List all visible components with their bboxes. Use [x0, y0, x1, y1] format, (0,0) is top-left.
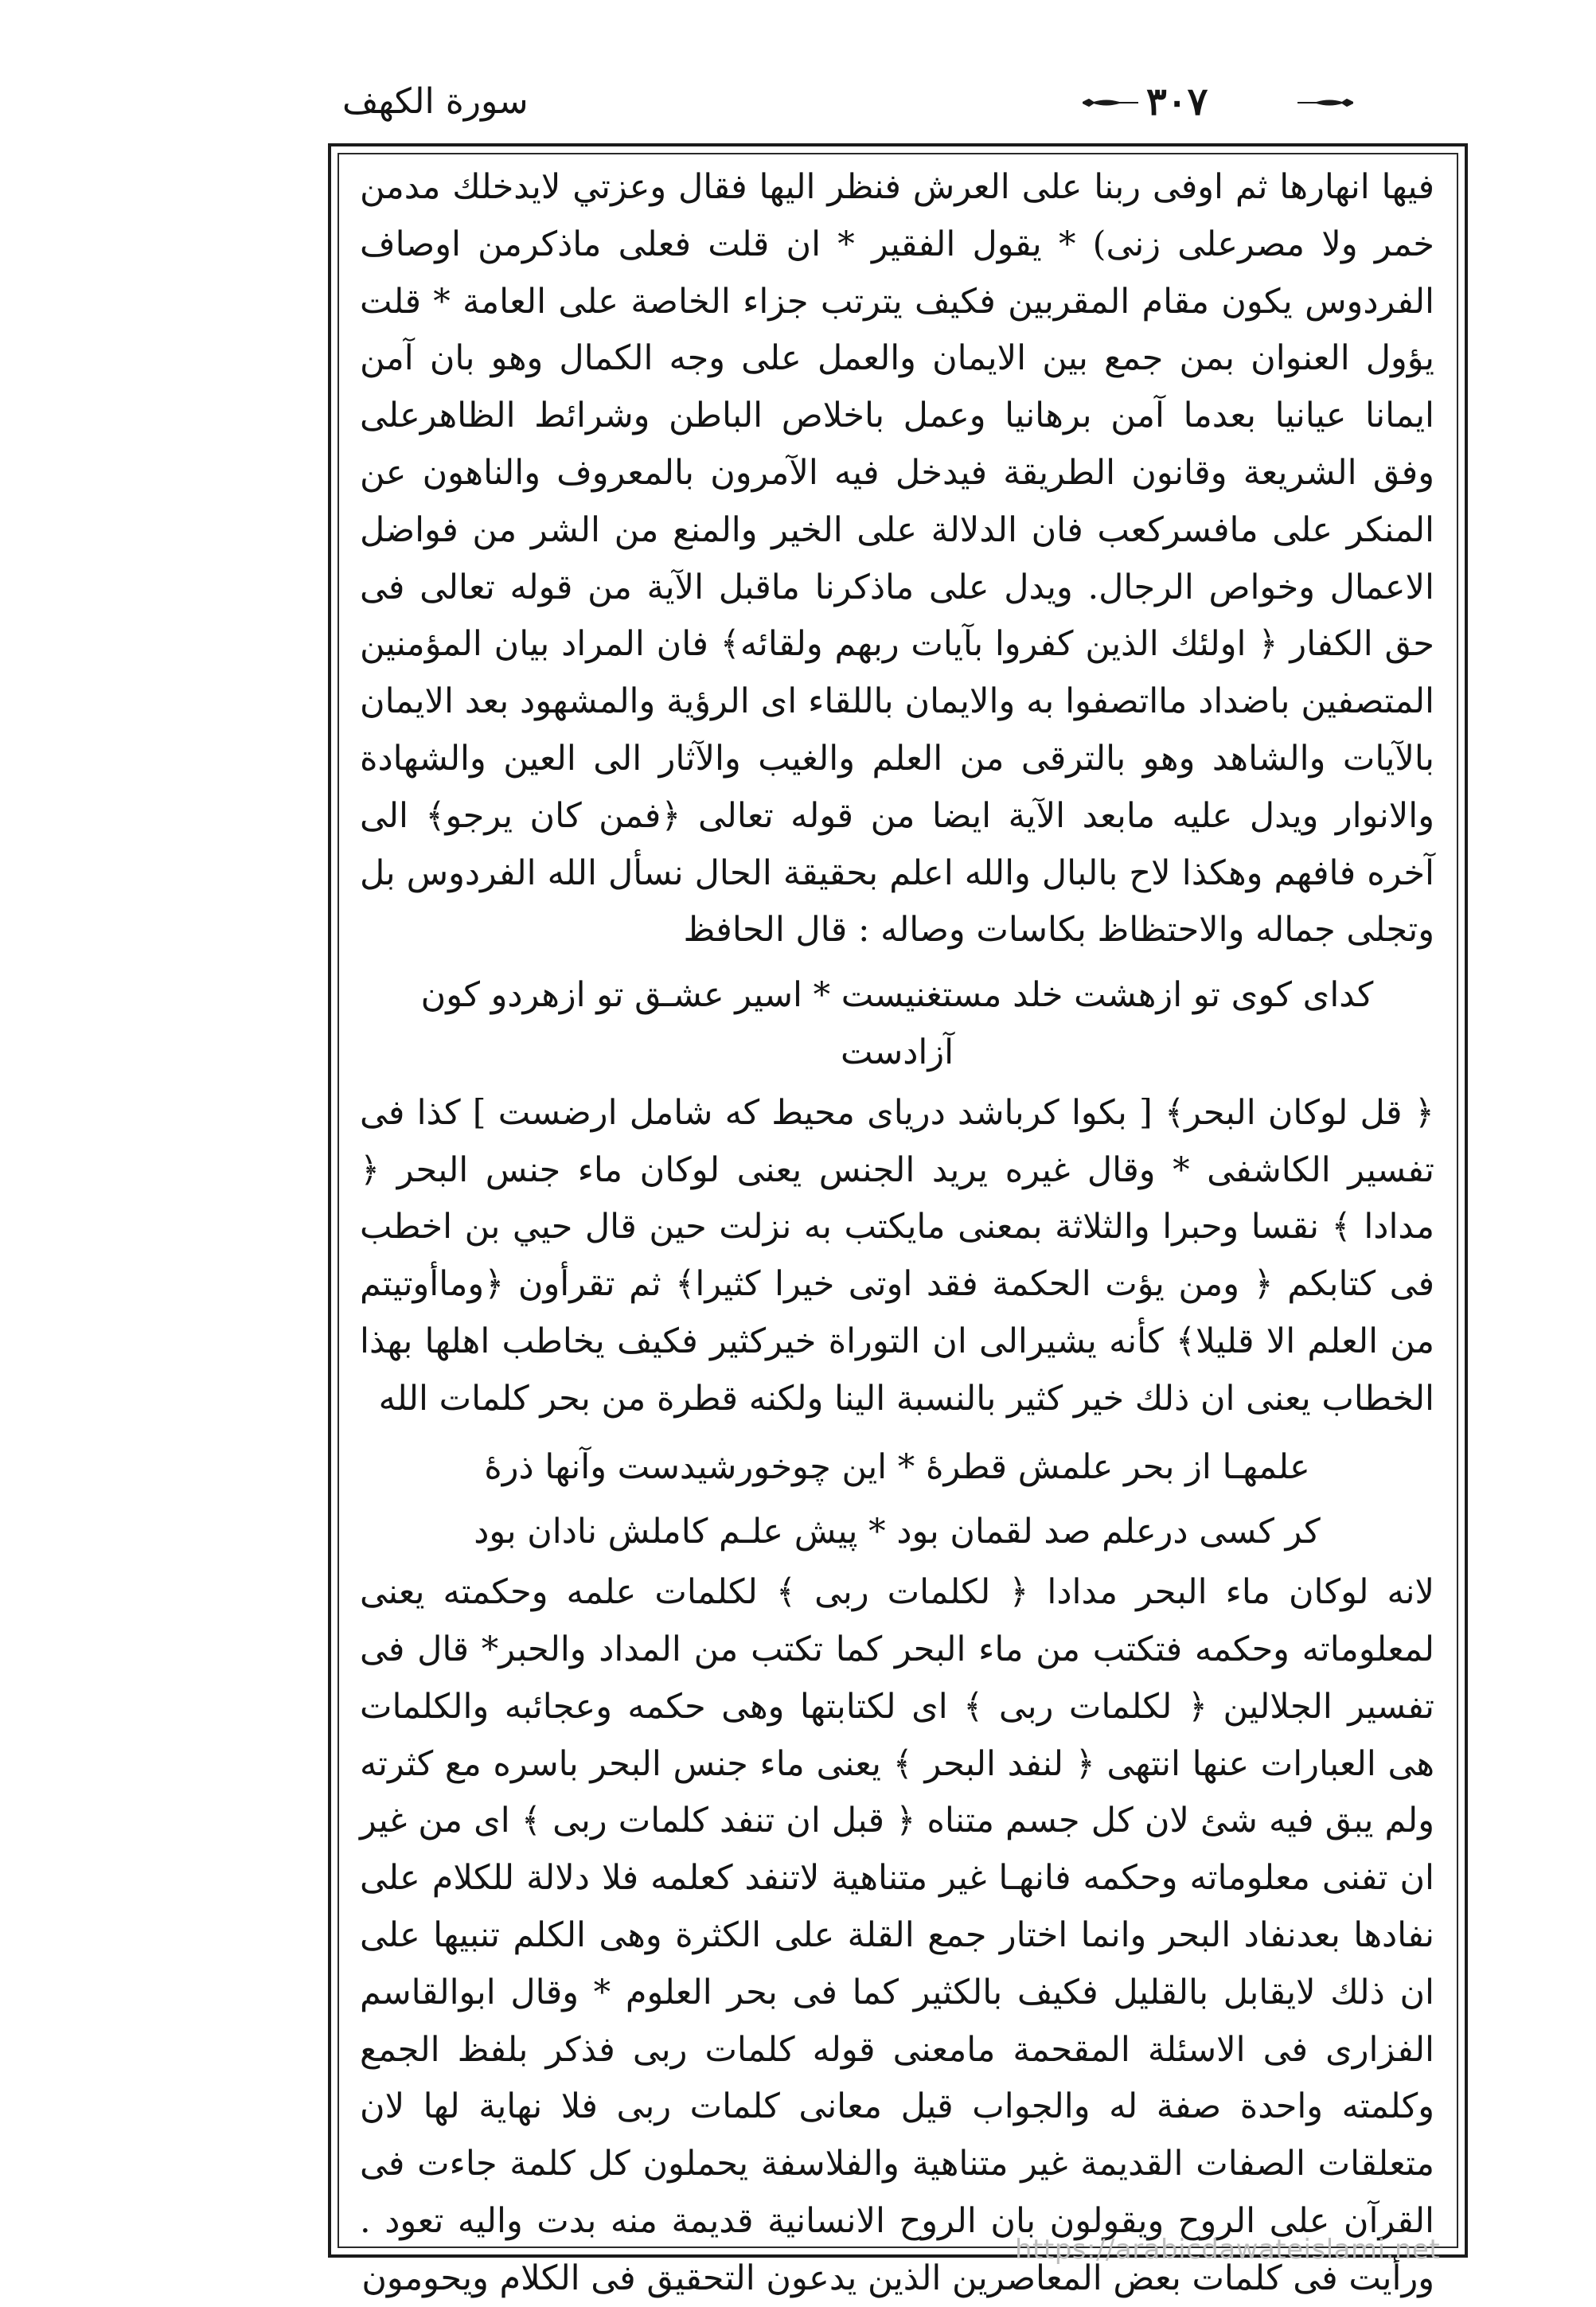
persian-verse-3: كر كسى درعلم صد لقمان بود * پيش علـم كاملش نادان بود — [474, 1512, 1321, 1552]
ornament-left-icon — [1083, 99, 1138, 107]
paragraph-3: لانه لوكان ماء البحر مدادا ﴿ لكلمات ربى ﴾ لكلمات علمه وحكمته يعنى لمعلوماته وحكمه فتكتب من ماء البحر كما تكتب من المداد والحبر* قال فى تفسير الجلالين ﴿ لكلمات ربى ﴾ اى لكتابتها وهى حكمه وعجائبه والكلمات هى العبارات عنها انتهى ﴿ لنفد البحر ﴾ يعنى ماء جنس البحر باسره مع كثرته ولم يبق فيه شئ لان كل جسم متناه ﴿ قبل ان تنفد كلمات ربى ﴾ اى من غير ان تفنى معلوماته وحكمه فانهـا غير متناهية لاتنفد كعلمه فلا دلالة للكلام على نفادها بعدنفاد البحر وانما اختار جمع القلة على الكثرة وهى الكلم تنبيها على ان ذلك لايقابل بالقليل فكيف بالكثير كما فى بحر العلوم * وقال ابوالقاسم الفزارى فى الاسئلة المقحمة مامعنى قوله كلمات ربى فذكر بلفظ الجمع وكلمته واحدة صفة له والجواب قيل معانى كلمات ربى فلا نهاية لها لان متعلقات الصفات القديمة غير متناهية والفلاسفة يحملون كل كلمة جاءت فى القرآن على الروح ويقولون بان الروح الانسانية قديمة منه بدت واليه تعود . ورأيت فى كلمات بعض المعاصرين الذين يدعون التحقيق فى الكلام ويحومون — [360, 1572, 1434, 2298]
persian-verse-2: علمهـا از بحر علمش قطرهٔ * اين چوخورشيدست وآنها ذرهٔ — [484, 1446, 1310, 1487]
site-watermark: https://arabicdawateislami.net — [1015, 2234, 1441, 2266]
surah-title: سورة الكهف — [342, 81, 529, 122]
paragraph-2: ﴿ قل لوكان البحر﴾ [ بكوا كرباشد درياى محيط كه شامل ارضست ] كذا فى تفسير الكاشفى * وقال غيره يريد الجنس يعنى لوكان ماء جنس البحر ﴿ مدادا ﴾ نقسا وحبرا والثلاثة بمعنى مايكتب به نزلت حين قال حيي بن اخطب فى كتابكم ﴿ ومن يؤت الحكمة فقد اوتى خيرا كثيرا﴾ ثم تقرأون ﴿وماأوتيتم من العلم الا قليلا﴾ كأنه يشيرالى ان التوراة خيركثير فكيف يخاطب اهلها بهذا الخطاب يعنى ان ذلك خير كثير بالنسبة الينا ولكنه قطرة من بحر كلمات الله — [360, 1092, 1434, 1419]
persian-verse-1: كداى كوى تو ازهشت خلد مستغنيست * اسير عشـق تو ازهردو كون آزادست — [420, 975, 1374, 1072]
page-header — [342, 73, 1457, 131]
ornament-right-icon — [1297, 99, 1353, 107]
paragraph-1: فيها انهارها ثم اوفى ربنا على العرش فنظر اليها فقال وعزتي لايدخلك مدمن خمر ولا مصرعلى زنى) * يقول الفقير * ان قلت فعلى ماذكرمن اوصاف الفردوس يكون مقام المقربين فكيف يترتب جزاء الخاصة على العامة * قلت يؤول العنوان بمن جمع بين الايمان والعمل على وجه الكمال وهو بان آمن ايمانا عيانيا بعدما آمن برهانيا وعمل باخلاص الباطن وشرائط الظاهرعلى وفق الشريعة وقانون الطريقة فيدخل فيه الآمرون بالمعروف والناهون عن المنكر على مافسركعب فان الدلالة على الخير والمنع من الشر من فواضل الاعمال وخواص الرجال. ويدل على ماذكرنا ماقبل الآية من قوله تعالى فى حق الكفار ﴿ اولئك الذين كفروا بآيات ربهم ولقائه﴾ فان المراد بيان المؤمنين المتصفين باضداد مااتصفوا به والايمان باللقاء اى الرؤية والمشهود بعد الايمان بالآيات والشاهد وهو بالترقى من العلم والغيب والآثار الى العين والشهادة والانوار ويدل عليه مابعد الآية ايضا من قوله تعالى ﴿فمن كان يرجو﴾ الى آخره فافهم وهكذا لاح بالبال والله اعلم بحقيقة الحال نسأل الله الفردوس بل وتجلى جماله والاحتظاظ بكاسات وصاله : قال الحافظ — [360, 167, 1434, 951]
page-number: ٣٠٧ — [1146, 80, 1208, 124]
